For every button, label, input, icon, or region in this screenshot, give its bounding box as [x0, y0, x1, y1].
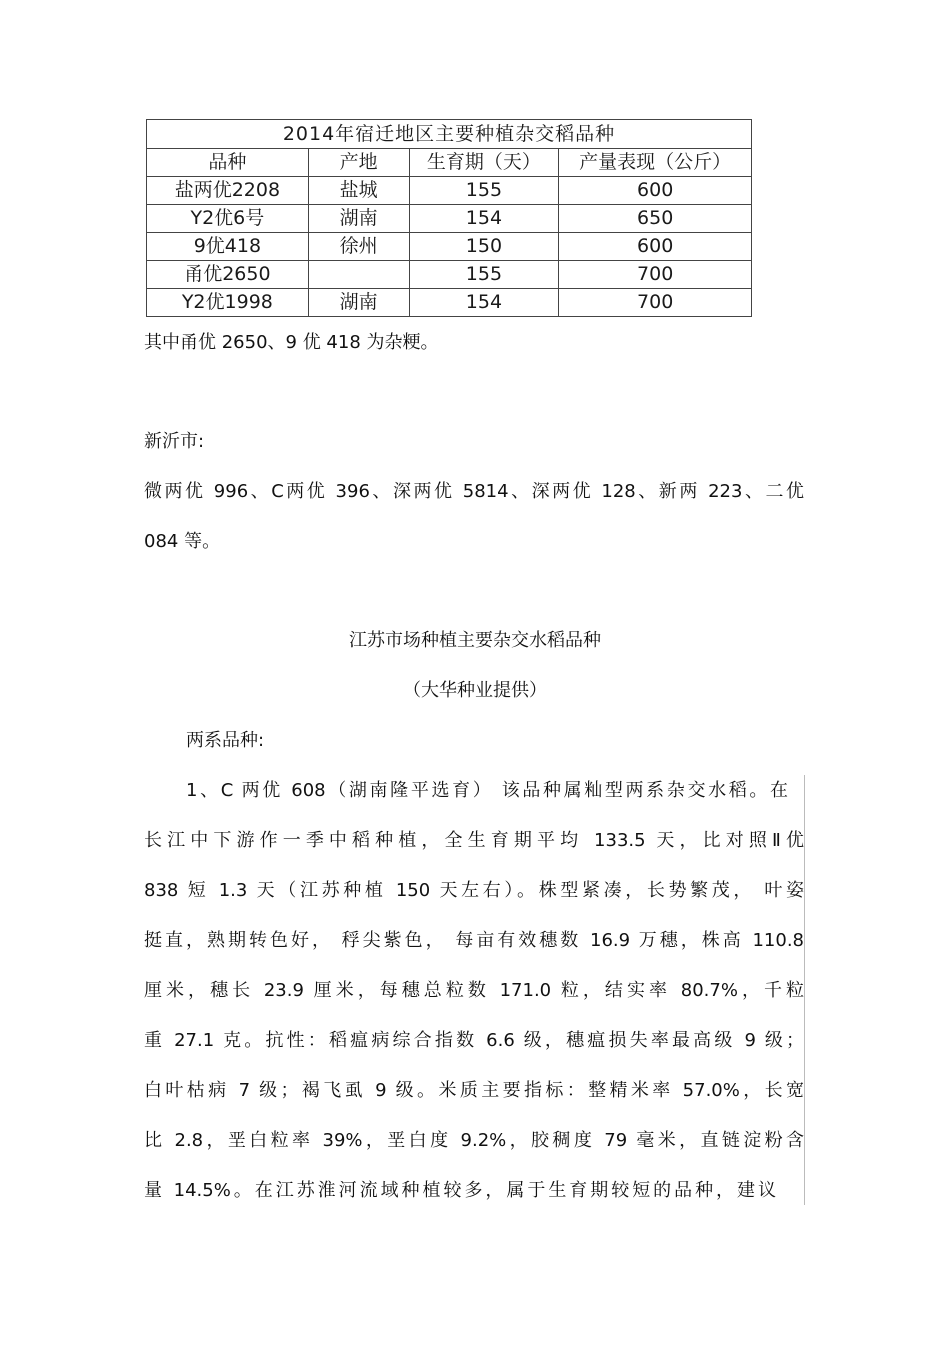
table-header-cell: 产地	[308, 149, 409, 177]
table-header-row	[147, 149, 752, 177]
table-cell: 9优418	[147, 233, 309, 261]
table-cell	[308, 261, 409, 289]
xinyi-varieties-line: 微两优 996、C两优 396、深两优 5814、深两优 128、新两 223、二优	[144, 481, 804, 502]
paragraph-line: 长江中下游作一季中稻种植，全生育期平均 133.5 天，比对照Ⅱ优	[144, 830, 804, 851]
table-cell: Y2优1998	[147, 289, 309, 317]
table-cell: 甬优2650	[147, 261, 309, 289]
table-note: 其中甬优 2650、9 优 418 为杂粳。	[144, 332, 439, 353]
xinyi-varieties-line: 084 等。	[144, 531, 221, 552]
table-cell: 154	[409, 289, 559, 317]
table-cell: 155	[409, 177, 559, 205]
table-row	[147, 289, 752, 317]
table-cell: 154	[409, 205, 559, 233]
paragraph-line: 比 2.8，垩白粒率 39%，垩白度 9.2%，胶稠度 79 毫米，直链淀粉含	[144, 1130, 804, 1151]
table-cell: 600	[559, 177, 752, 205]
table-cell: 650	[559, 205, 752, 233]
paragraph-line: 1、C 两优 608（湖南隆平选育） 该品种属籼型两系杂交水稻。在	[186, 780, 788, 801]
table-cell: 盐城	[308, 177, 409, 205]
table-cell: 700	[559, 289, 752, 317]
table-row	[147, 261, 752, 289]
section-title: 江苏市场种植主要杂交水稻品种	[349, 630, 601, 651]
table-row	[147, 205, 752, 233]
table-header-cell: 产量表现（公斤）	[559, 149, 752, 177]
section-subtitle: （大华种业提供）	[403, 680, 547, 701]
table-header-cell: 生育期（天）	[409, 149, 559, 177]
table-cell: 湖南	[308, 289, 409, 317]
xinyi-heading: 新沂市:	[144, 431, 205, 452]
table-cell: 盐两优2208	[147, 177, 309, 205]
table-cell: 150	[409, 233, 559, 261]
table-row	[147, 177, 752, 205]
table-cell: 湖南	[308, 205, 409, 233]
paragraph-line: 厘米，穗长 23.9 厘米，每穗总粒数 171.0 粒，结实率 80.7%，千粒	[144, 980, 804, 1001]
table-cell: 600	[559, 233, 752, 261]
paragraph-line: 量 14.5%。在江苏淮河流域种植较多，属于生育期较短的品种，建议	[144, 1180, 776, 1201]
paragraph-line: 重 27.1 克。抗性：稻瘟病综合指数 6.6 级，穗瘟损失率最高级 9 级；	[144, 1030, 804, 1051]
table-cell: 徐州	[308, 233, 409, 261]
table-cell: 700	[559, 261, 752, 289]
table-cell: 155	[409, 261, 559, 289]
table-title: 2014年宿迁地区主要种植杂交稻品种	[147, 120, 752, 149]
table-row	[147, 233, 752, 261]
paragraph-line: 838 短 1.3 天（江苏种植 150 天左右）。株型紧凑，长势繁茂， 叶姿	[144, 880, 804, 901]
table-header-cell: 品种	[147, 149, 309, 177]
table-cell: Y2优6号	[147, 205, 309, 233]
paragraph-line: 挺直，熟期转色好， 稃尖紫色， 每亩有效穗数 16.9 万穗，株高 110.8	[144, 930, 804, 951]
paragraph-line: 白叶枯病 7 级；褐飞虱 9 级。米质主要指标：整精米率 57.0%，长宽	[144, 1080, 804, 1101]
margin-rule	[804, 775, 805, 1205]
category-heading: 两系品种:	[186, 730, 265, 751]
rice-variety-table	[146, 119, 752, 317]
